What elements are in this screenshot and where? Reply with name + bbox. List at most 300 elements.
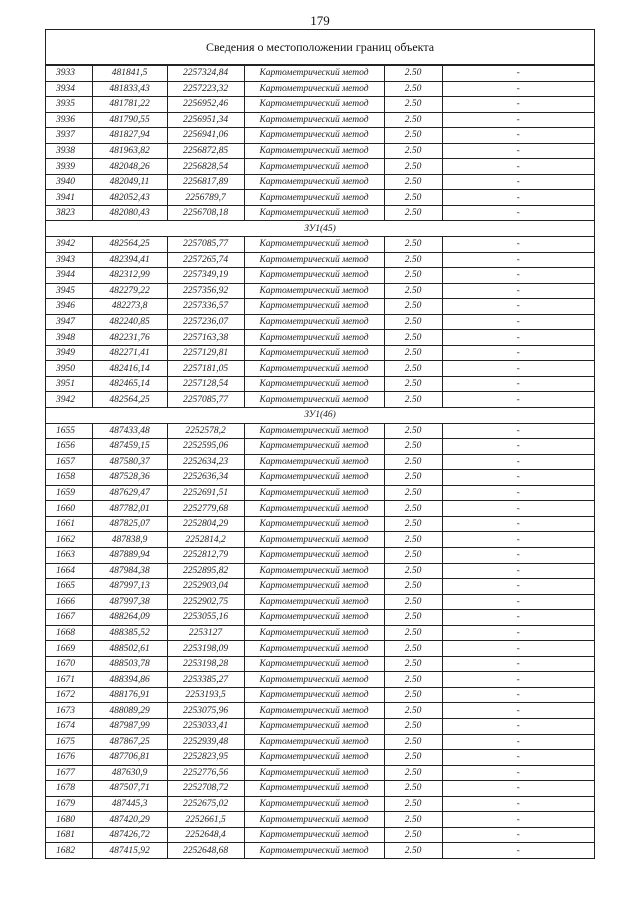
- y-coordinate-cell: 2257356,92: [167, 283, 244, 299]
- x-coordinate-cell: 488394,86: [92, 672, 167, 688]
- table-row: [46, 672, 594, 688]
- accuracy-cell: 2.50: [384, 516, 442, 532]
- x-coordinate-cell: 482394,41: [92, 252, 167, 268]
- description-cell: -: [442, 579, 594, 595]
- y-coordinate-cell: 2253127: [167, 625, 244, 641]
- table-row: [46, 703, 594, 719]
- method-cell: Картометрический метод: [244, 190, 384, 206]
- point-number-cell: 1678: [46, 781, 92, 797]
- point-number-cell: 3950: [46, 361, 92, 377]
- table-row: [46, 812, 594, 828]
- point-number-cell: 1655: [46, 423, 92, 439]
- y-coordinate-cell: 2252661,5: [167, 812, 244, 828]
- table-row: [46, 128, 594, 144]
- description-cell: -: [442, 190, 594, 206]
- x-coordinate-cell: 482465,14: [92, 376, 167, 392]
- method-cell: Картометрический метод: [244, 687, 384, 703]
- accuracy-cell: 2.50: [384, 361, 442, 377]
- y-coordinate-cell: 2257265,74: [167, 252, 244, 268]
- y-coordinate-cell: 2257129,81: [167, 345, 244, 361]
- x-coordinate-cell: 482312,99: [92, 268, 167, 284]
- description-cell: -: [442, 128, 594, 144]
- method-cell: Картометрический метод: [244, 454, 384, 470]
- x-coordinate-cell: 487889,94: [92, 547, 167, 563]
- description-cell: -: [442, 532, 594, 548]
- accuracy-cell: 2.50: [384, 470, 442, 486]
- accuracy-cell: 2.50: [384, 656, 442, 672]
- accuracy-cell: 2.50: [384, 205, 442, 221]
- accuracy-cell: 2.50: [384, 128, 442, 144]
- y-coordinate-cell: 2256828,54: [167, 159, 244, 175]
- table-row: [46, 205, 594, 221]
- method-cell: Картометрический метод: [244, 672, 384, 688]
- accuracy-cell: 2.50: [384, 827, 442, 843]
- accuracy-cell: 2.50: [384, 268, 442, 284]
- description-cell: -: [442, 656, 594, 672]
- method-cell: Картометрический метод: [244, 547, 384, 563]
- method-cell: Картометрический метод: [244, 252, 384, 268]
- accuracy-cell: 2.50: [384, 423, 442, 439]
- method-cell: Картометрический метод: [244, 268, 384, 284]
- x-coordinate-cell: 482564,25: [92, 392, 167, 408]
- x-coordinate-cell: 487528,36: [92, 470, 167, 486]
- table-row: [46, 687, 594, 703]
- y-coordinate-cell: 2252691,51: [167, 485, 244, 501]
- table-row: [46, 314, 594, 330]
- table-row: [46, 97, 594, 113]
- table-row: [46, 827, 594, 843]
- y-coordinate-cell: 2253033,41: [167, 718, 244, 734]
- point-number-cell: 1660: [46, 501, 92, 517]
- description-cell: -: [442, 345, 594, 361]
- accuracy-cell: 2.50: [384, 283, 442, 299]
- x-coordinate-cell: 482052,43: [92, 190, 167, 206]
- table-title: Сведения о местоположении границ объекта: [46, 30, 594, 65]
- section-label: ЗУ1(45): [46, 221, 594, 237]
- description-cell: -: [442, 501, 594, 517]
- accuracy-cell: 2.50: [384, 610, 442, 626]
- table-row: [46, 781, 594, 797]
- method-cell: Картометрический метод: [244, 376, 384, 392]
- description-cell: -: [442, 361, 594, 377]
- y-coordinate-cell: 2256951,34: [167, 112, 244, 128]
- point-number-cell: 1672: [46, 687, 92, 703]
- x-coordinate-cell: 488385,52: [92, 625, 167, 641]
- point-number-cell: 1662: [46, 532, 92, 548]
- accuracy-cell: 2.50: [384, 501, 442, 517]
- point-number-cell: 3944: [46, 268, 92, 284]
- y-coordinate-cell: 2253193,5: [167, 687, 244, 703]
- description-cell: -: [442, 252, 594, 268]
- description-cell: -: [442, 625, 594, 641]
- page-number: 179: [310, 13, 330, 28]
- coordinates-table-body: [46, 66, 594, 859]
- x-coordinate-cell: 481963,82: [92, 143, 167, 159]
- table-row: [46, 454, 594, 470]
- accuracy-cell: 2.50: [384, 703, 442, 719]
- x-coordinate-cell: 487426,72: [92, 827, 167, 843]
- y-coordinate-cell: 2252823,95: [167, 750, 244, 766]
- accuracy-cell: 2.50: [384, 625, 442, 641]
- table-row: [46, 361, 594, 377]
- y-coordinate-cell: 2252804,29: [167, 516, 244, 532]
- point-number-cell: 3945: [46, 283, 92, 299]
- x-coordinate-cell: 487997,13: [92, 579, 167, 595]
- point-number-cell: 1659: [46, 485, 92, 501]
- accuracy-cell: 2.50: [384, 485, 442, 501]
- x-coordinate-cell: 487420,29: [92, 812, 167, 828]
- description-cell: -: [442, 516, 594, 532]
- table-row: [46, 641, 594, 657]
- description-cell: -: [442, 392, 594, 408]
- table-row: [46, 159, 594, 175]
- y-coordinate-cell: 2257128,54: [167, 376, 244, 392]
- y-coordinate-cell: 2257181,05: [167, 361, 244, 377]
- description-cell: -: [442, 470, 594, 486]
- coordinates-table: [46, 65, 594, 859]
- point-number-cell: 1658: [46, 470, 92, 486]
- point-number-cell: 1666: [46, 594, 92, 610]
- method-cell: Картометрический метод: [244, 112, 384, 128]
- method-cell: Картометрический метод: [244, 345, 384, 361]
- method-cell: Картометрический метод: [244, 205, 384, 221]
- x-coordinate-cell: 488503,78: [92, 656, 167, 672]
- description-cell: -: [442, 299, 594, 315]
- table-row: [46, 610, 594, 626]
- y-coordinate-cell: 2252578,2: [167, 423, 244, 439]
- y-coordinate-cell: 2257349,19: [167, 268, 244, 284]
- accuracy-cell: 2.50: [384, 97, 442, 113]
- method-cell: Картометрический метод: [244, 703, 384, 719]
- method-cell: Картометрический метод: [244, 516, 384, 532]
- point-number-cell: 1677: [46, 765, 92, 781]
- table-row: [46, 516, 594, 532]
- description-cell: -: [442, 330, 594, 346]
- y-coordinate-cell: 2257336,57: [167, 299, 244, 315]
- table-row: [46, 594, 594, 610]
- y-coordinate-cell: 2253385,27: [167, 672, 244, 688]
- method-cell: Картометрический метод: [244, 656, 384, 672]
- point-number-cell: 1682: [46, 843, 92, 859]
- point-number-cell: 1657: [46, 454, 92, 470]
- point-number-cell: 1674: [46, 718, 92, 734]
- method-cell: Картометрический метод: [244, 299, 384, 315]
- accuracy-cell: 2.50: [384, 66, 442, 82]
- accuracy-cell: 2.50: [384, 718, 442, 734]
- accuracy-cell: 2.50: [384, 81, 442, 97]
- description-cell: -: [442, 485, 594, 501]
- point-number-cell: 3951: [46, 376, 92, 392]
- method-cell: Картометрический метод: [244, 423, 384, 439]
- point-number-cell: 1681: [46, 827, 92, 843]
- description-cell: -: [442, 376, 594, 392]
- method-cell: Картометрический метод: [244, 97, 384, 113]
- accuracy-cell: 2.50: [384, 330, 442, 346]
- x-coordinate-cell: 481833,43: [92, 81, 167, 97]
- x-coordinate-cell: 482231,76: [92, 330, 167, 346]
- y-coordinate-cell: 2252895,82: [167, 563, 244, 579]
- point-number-cell: 3939: [46, 159, 92, 175]
- description-cell: -: [442, 703, 594, 719]
- table-row: [46, 625, 594, 641]
- description-cell: -: [442, 205, 594, 221]
- point-number-cell: 3933: [46, 66, 92, 82]
- description-cell: -: [442, 268, 594, 284]
- accuracy-cell: 2.50: [384, 563, 442, 579]
- x-coordinate-cell: 487580,37: [92, 454, 167, 470]
- accuracy-cell: 2.50: [384, 112, 442, 128]
- x-coordinate-cell: 488176,91: [92, 687, 167, 703]
- accuracy-cell: 2.50: [384, 159, 442, 175]
- x-coordinate-cell: 487838,9: [92, 532, 167, 548]
- table-row: [46, 501, 594, 517]
- method-cell: Картометрический метод: [244, 765, 384, 781]
- description-cell: -: [442, 750, 594, 766]
- x-coordinate-cell: 482564,25: [92, 237, 167, 253]
- method-cell: Картометрический метод: [244, 532, 384, 548]
- description-cell: -: [442, 765, 594, 781]
- x-coordinate-cell: 487629,47: [92, 485, 167, 501]
- y-coordinate-cell: 2253198,28: [167, 656, 244, 672]
- point-number-cell: 3947: [46, 314, 92, 330]
- method-cell: Картометрический метод: [244, 625, 384, 641]
- accuracy-cell: 2.50: [384, 812, 442, 828]
- point-number-cell: 1663: [46, 547, 92, 563]
- method-cell: Картометрический метод: [244, 159, 384, 175]
- method-cell: Картометрический метод: [244, 718, 384, 734]
- table-row: [46, 237, 594, 253]
- x-coordinate-cell: 487445,3: [92, 796, 167, 812]
- description-cell: -: [442, 687, 594, 703]
- y-coordinate-cell: 2256872,85: [167, 143, 244, 159]
- x-coordinate-cell: 482279,22: [92, 283, 167, 299]
- accuracy-cell: 2.50: [384, 594, 442, 610]
- accuracy-cell: 2.50: [384, 532, 442, 548]
- y-coordinate-cell: 2257324,84: [167, 66, 244, 82]
- description-cell: -: [442, 563, 594, 579]
- description-cell: -: [442, 423, 594, 439]
- y-coordinate-cell: 2256952,46: [167, 97, 244, 113]
- section-header-row: [46, 221, 594, 237]
- method-cell: Картометрический метод: [244, 827, 384, 843]
- accuracy-cell: 2.50: [384, 439, 442, 455]
- accuracy-cell: 2.50: [384, 392, 442, 408]
- method-cell: Картометрический метод: [244, 641, 384, 657]
- point-number-cell: 3949: [46, 345, 92, 361]
- accuracy-cell: 2.50: [384, 641, 442, 657]
- table-row: [46, 252, 594, 268]
- table-row: [46, 112, 594, 128]
- point-number-cell: 3937: [46, 128, 92, 144]
- accuracy-cell: 2.50: [384, 750, 442, 766]
- method-cell: Картометрический метод: [244, 594, 384, 610]
- description-cell: -: [442, 781, 594, 797]
- accuracy-cell: 2.50: [384, 734, 442, 750]
- y-coordinate-cell: 2256817,89: [167, 174, 244, 190]
- point-number-cell: 3946: [46, 299, 92, 315]
- y-coordinate-cell: 2252636,34: [167, 470, 244, 486]
- method-cell: Картометрический метод: [244, 439, 384, 455]
- description-cell: -: [442, 734, 594, 750]
- point-number-cell: 3943: [46, 252, 92, 268]
- method-cell: Картометрический метод: [244, 361, 384, 377]
- point-number-cell: 1667: [46, 610, 92, 626]
- y-coordinate-cell: 2252814,2: [167, 532, 244, 548]
- table-row: [46, 190, 594, 206]
- accuracy-cell: 2.50: [384, 174, 442, 190]
- accuracy-cell: 2.50: [384, 190, 442, 206]
- accuracy-cell: 2.50: [384, 252, 442, 268]
- y-coordinate-cell: 2252675,02: [167, 796, 244, 812]
- point-number-cell: 1669: [46, 641, 92, 657]
- description-cell: -: [442, 112, 594, 128]
- table-row: [46, 345, 594, 361]
- y-coordinate-cell: 2256789,7: [167, 190, 244, 206]
- description-cell: -: [442, 81, 594, 97]
- table-row: [46, 392, 594, 408]
- description-cell: -: [442, 718, 594, 734]
- method-cell: Картометрический метод: [244, 174, 384, 190]
- method-cell: Картометрический метод: [244, 237, 384, 253]
- method-cell: Картометрический метод: [244, 501, 384, 517]
- point-number-cell: 1671: [46, 672, 92, 688]
- point-number-cell: 1673: [46, 703, 92, 719]
- accuracy-cell: 2.50: [384, 687, 442, 703]
- table-row: [46, 765, 594, 781]
- table-row: [46, 656, 594, 672]
- point-number-cell: 3948: [46, 330, 92, 346]
- method-cell: Картометрический метод: [244, 66, 384, 82]
- method-cell: Картометрический метод: [244, 812, 384, 828]
- method-cell: Картометрический метод: [244, 470, 384, 486]
- method-cell: Картометрический метод: [244, 781, 384, 797]
- accuracy-cell: 2.50: [384, 376, 442, 392]
- accuracy-cell: 2.50: [384, 237, 442, 253]
- x-coordinate-cell: 487825,07: [92, 516, 167, 532]
- x-coordinate-cell: 481827,94: [92, 128, 167, 144]
- x-coordinate-cell: 482080,43: [92, 205, 167, 221]
- x-coordinate-cell: 487706,81: [92, 750, 167, 766]
- method-cell: Картометрический метод: [244, 796, 384, 812]
- description-cell: -: [442, 454, 594, 470]
- table-row: [46, 66, 594, 82]
- x-coordinate-cell: 487997,38: [92, 594, 167, 610]
- y-coordinate-cell: 2256941,06: [167, 128, 244, 144]
- x-coordinate-cell: 481781,22: [92, 97, 167, 113]
- description-cell: -: [442, 314, 594, 330]
- y-coordinate-cell: 2252648,4: [167, 827, 244, 843]
- x-coordinate-cell: 482049,11: [92, 174, 167, 190]
- y-coordinate-cell: 2252776,56: [167, 765, 244, 781]
- description-cell: -: [442, 594, 594, 610]
- description-cell: -: [442, 283, 594, 299]
- point-number-cell: 1661: [46, 516, 92, 532]
- x-coordinate-cell: 487415,92: [92, 843, 167, 859]
- table-row: [46, 485, 594, 501]
- x-coordinate-cell: 487459,15: [92, 439, 167, 455]
- y-coordinate-cell: 2252902,75: [167, 594, 244, 610]
- accuracy-cell: 2.50: [384, 314, 442, 330]
- description-cell: -: [442, 143, 594, 159]
- y-coordinate-cell: 2252812,79: [167, 547, 244, 563]
- section-header-row: [46, 408, 594, 424]
- method-cell: Картометрический метод: [244, 563, 384, 579]
- point-number-cell: 3938: [46, 143, 92, 159]
- method-cell: Картометрический метод: [244, 579, 384, 595]
- y-coordinate-cell: 2252903,04: [167, 579, 244, 595]
- point-number-cell: 3941: [46, 190, 92, 206]
- x-coordinate-cell: 482416,14: [92, 361, 167, 377]
- method-cell: Картометрический метод: [244, 128, 384, 144]
- x-coordinate-cell: 482048,26: [92, 159, 167, 175]
- table-row: [46, 299, 594, 315]
- description-cell: -: [442, 610, 594, 626]
- y-coordinate-cell: 2253198,09: [167, 641, 244, 657]
- table-row: [46, 283, 594, 299]
- description-cell: -: [442, 159, 594, 175]
- y-coordinate-cell: 2252648,68: [167, 843, 244, 859]
- description-cell: -: [442, 97, 594, 113]
- x-coordinate-cell: 481841,5: [92, 66, 167, 82]
- description-cell: -: [442, 672, 594, 688]
- point-number-cell: 3823: [46, 205, 92, 221]
- accuracy-cell: 2.50: [384, 781, 442, 797]
- x-coordinate-cell: 487867,25: [92, 734, 167, 750]
- table-row: [46, 376, 594, 392]
- y-coordinate-cell: 2252708,72: [167, 781, 244, 797]
- accuracy-cell: 2.50: [384, 579, 442, 595]
- description-cell: -: [442, 843, 594, 859]
- point-number-cell: 1676: [46, 750, 92, 766]
- accuracy-cell: 2.50: [384, 345, 442, 361]
- description-cell: -: [442, 796, 594, 812]
- table-row: [46, 532, 594, 548]
- x-coordinate-cell: 482273,8: [92, 299, 167, 315]
- table-row: [46, 470, 594, 486]
- x-coordinate-cell: 487782,01: [92, 501, 167, 517]
- accuracy-cell: 2.50: [384, 143, 442, 159]
- x-coordinate-cell: 488264,09: [92, 610, 167, 626]
- accuracy-cell: 2.50: [384, 843, 442, 859]
- y-coordinate-cell: 2257236,07: [167, 314, 244, 330]
- method-cell: Картометрический метод: [244, 750, 384, 766]
- description-cell: -: [442, 827, 594, 843]
- table-row: [46, 81, 594, 97]
- table-row: [46, 750, 594, 766]
- x-coordinate-cell: 487630,9: [92, 765, 167, 781]
- table-row: [46, 143, 594, 159]
- y-coordinate-cell: 2257085,77: [167, 392, 244, 408]
- table-row: [46, 423, 594, 439]
- x-coordinate-cell: 482271,41: [92, 345, 167, 361]
- y-coordinate-cell: 2257163,38: [167, 330, 244, 346]
- table-row: [46, 439, 594, 455]
- point-number-cell: 3935: [46, 97, 92, 113]
- description-cell: -: [442, 547, 594, 563]
- accuracy-cell: 2.50: [384, 454, 442, 470]
- point-number-cell: 1668: [46, 625, 92, 641]
- coordinates-table-frame: [45, 29, 595, 859]
- y-coordinate-cell: 2253055,16: [167, 610, 244, 626]
- method-cell: Картометрический метод: [244, 283, 384, 299]
- table-row: [46, 718, 594, 734]
- x-coordinate-cell: 481790,55: [92, 112, 167, 128]
- y-coordinate-cell: 2252634,23: [167, 454, 244, 470]
- x-coordinate-cell: 482240,85: [92, 314, 167, 330]
- method-cell: Картометрический метод: [244, 314, 384, 330]
- point-number-cell: 1656: [46, 439, 92, 455]
- description-cell: -: [442, 174, 594, 190]
